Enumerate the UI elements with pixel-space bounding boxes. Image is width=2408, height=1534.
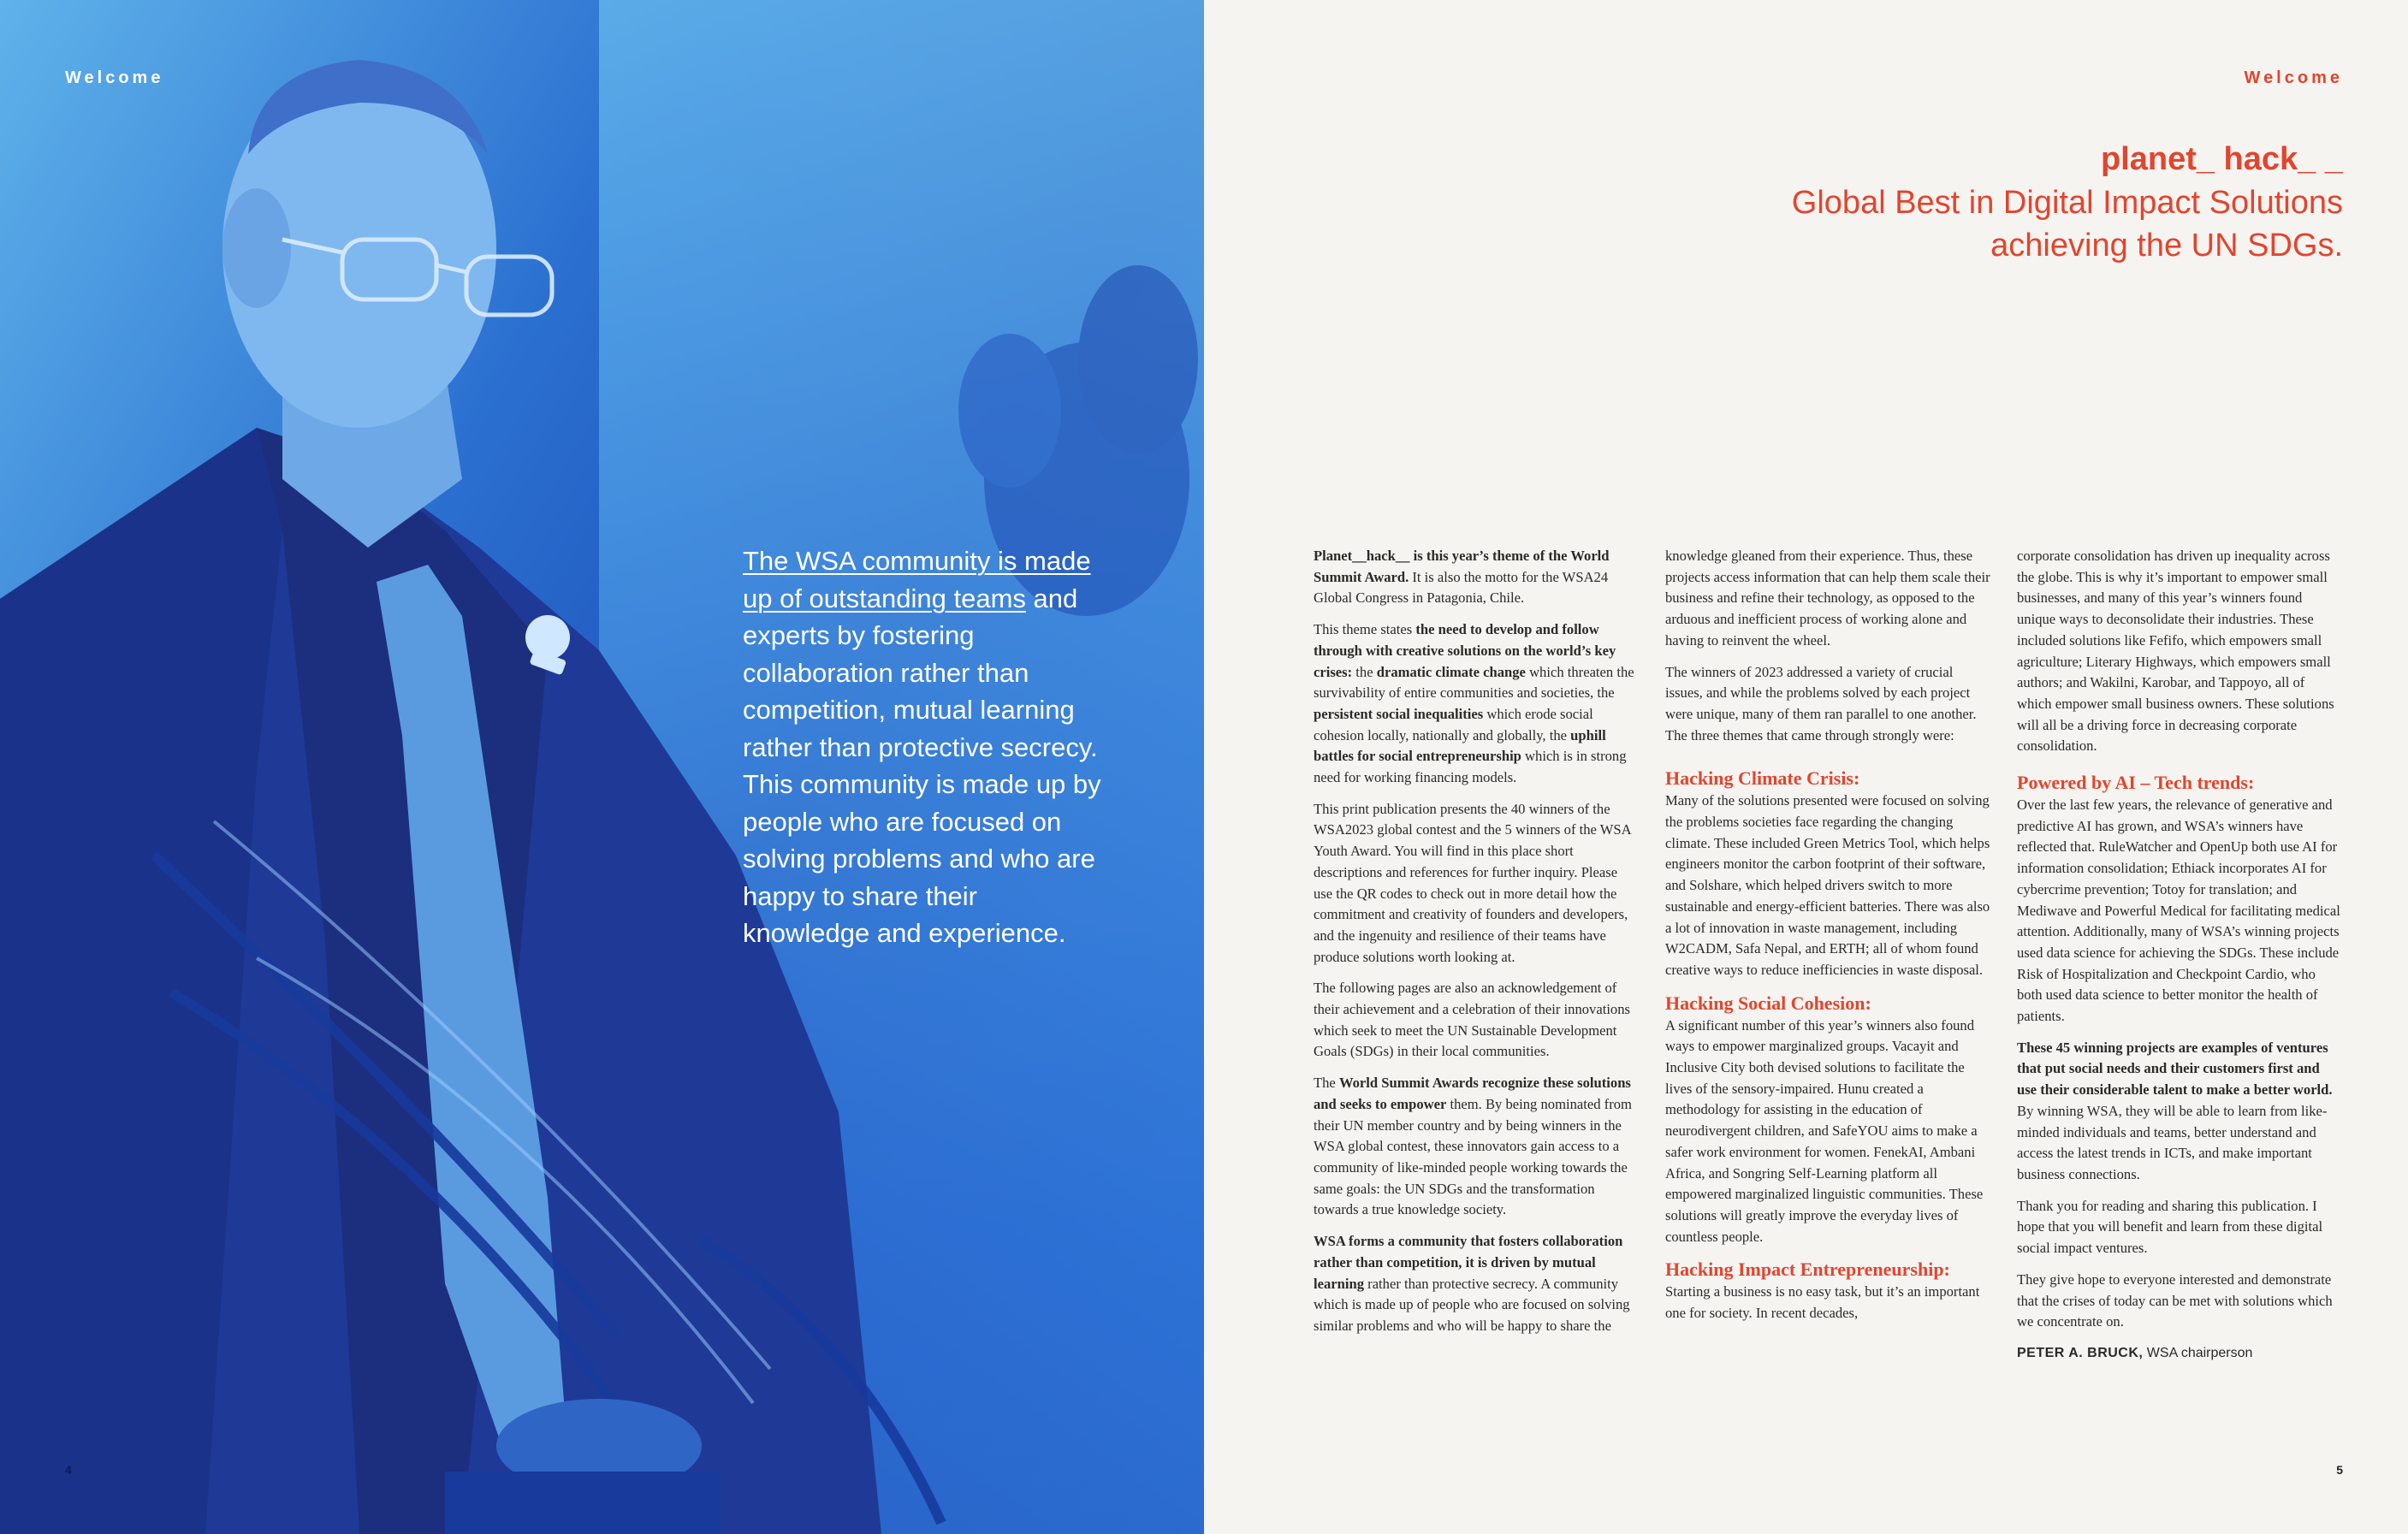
- right-page: [1204, 0, 2408, 1534]
- signature-role: WSA chairperson: [2143, 1345, 2253, 1360]
- paragraph: These 45 winning projects are examples of ventures that put social needs and their customers first and use their considerable talent to make a better world. By winning WSA, they will be able to learn from like-minded individuals and teams, better understand and access the latest trends in ICTs, and make important business connections.: [2017, 1039, 2333, 1182]
- paragraph: This print publication presents the 40 winners of the WSA2023 global contest and the 5 winners of the WSA Youth Award. You will find in this place short descriptions and references for further inquiry. Please use the QR codes to check out in more detail how the commitment and creativity of founders and developers, and the ingenuity and resilience of their teams have produce solutions worth looking at.: [1314, 800, 1631, 965]
- headline: [1792, 137, 2343, 267]
- page-number: 5: [2336, 1463, 2343, 1477]
- paragraph: A significant number of this year’s winners also found ways to empower marginalized groups. Vacayit and Inclusive City both devised solutions to facilitate the lives of the sensory-impaired. Hunu created a methodology for assisting in the education of neurodivergent children, and SafeYOU aims to make a safer work environment for women. FenekAI, Ambani Africa, and Songring Self-Learning platform all empowered marginalized linguistic communities. These solutions will greatly improve the everyday lives of countless people.: [1665, 1016, 1984, 1245]
- paragraph: This theme states the need to develop and follow through with creative solutions on the world’s key crises: the dramatic climate change which threaten the survivability of entire communities and societies, the persistent social inequalities which erode social cohesion locally, nationally and globally, the uphill battles for social entrepreneurship which is in strong need for working financing models.: [1314, 621, 1634, 786]
- paragraph: The following pages are also an acknowledgement of their achievement and a celebration of their innovations which seek to meet the UN Sustainable Development Goals (SDGs) in their local communities.: [1314, 980, 1630, 1060]
- page-number: 4: [65, 1463, 72, 1477]
- subheading-social: Hacking Social Cohesion:: [1665, 992, 1871, 1014]
- paragraph: Many of the solutions presented were focused on solving the problems societies face regarding the changing climate. These included Green Metrics Tool, which helps engineers monitor the carbon footprint of their software, and Solshare, which helped drivers switch to more sustainable and energy-efficient batteries. There was also a lot of innovation in waste management, including W2CADM, Safa Nepal, and ERTH; all of whom found creative ways to reduce inefficiencies in waste disposal.: [1665, 792, 1990, 978]
- text-column-2: [1665, 546, 1990, 1335]
- paragraph: Planet__hack__ is this year’s theme of the World Summit Award. It is also the motto for the WSA24 Global Congress in Patagonia, Chile.: [1314, 548, 1610, 607]
- pull-quote-highlight: The WSA community is made up of outstanding teams: [743, 546, 1091, 613]
- text-column-1: [1314, 546, 1639, 1347]
- paragraph: They give hope to everyone interested and demonstrate that the crises of today can be met with solutions which we concentrate on.: [2017, 1270, 2333, 1330]
- paragraph: Starting a business is no easy task, but it’s an important one for society. In recent decades,: [1665, 1283, 1980, 1322]
- section-label: Welcome: [65, 68, 164, 87]
- paragraph: Over the last few years, the relevance of generative and predictive AI has grown, and WSA’s winners have reflected that. RuleWatcher and OpenUp both use AI for information consolidation; Ethiack incorporates AI for cybercrime prevention; Totoy for translation; and Mediwave and Powerful Medical for facilitating medical attention. Additionally, many of WSA’s winning projects used data science for achieving the SDGs. These include Risk of Hospitalization and Checkpoint Cardio, who both used data science to better monitor the health of patients.: [2017, 797, 2340, 1025]
- paragraph: knowledge gleaned from their experience. Thus, these projects access information that can help them scale their business and refine their technology, as opposed to the arduous and inefficient process of working alone and having to reinvent the wheel.: [1665, 548, 1990, 649]
- text-column-3: [2017, 546, 2342, 1375]
- signature: [2017, 1343, 2342, 1365]
- paragraph: Thank you for reading and sharing this publication. I hope that you will benefit and learn from these digital social impact ventures.: [2017, 1197, 2323, 1257]
- paragraph: The winners of 2023 addressed a variety of crucial issues, and while the problems solved by each project were unique, many of them ran parallel to one another. The three themes that came through strongly were:: [1665, 663, 1977, 743]
- paragraph: WSA forms a community that fosters collaboration rather than competition, it is driven by mutual learning rather than protective secrecy. A community which is made up of people who are focused on solving similar problems and who will be happy to share the: [1314, 1233, 1630, 1334]
- subheading-impact: Hacking Impact Entrepreneurship:: [1665, 1259, 1950, 1281]
- headline-subtitle-line2: achieving the UN SDGs.: [1990, 228, 2343, 264]
- pull-quote: [743, 542, 1111, 952]
- section-label: Welcome: [2244, 68, 2343, 87]
- paragraph: The World Summit Awards recognize these solutions and seeks to empower them. By being nominated from their UN member country and by being winners in the WSA global contest, these innovators gain access to a community of like-minded people working towards the same goals: the UN SDGs and the transformation towards a true knowledge society.: [1314, 1075, 1632, 1218]
- headline-subtitle-line1: Global Best in Digital Impact Solutions: [1791, 185, 2343, 221]
- paragraph: corporate consolidation has driven up inequality across the globe. This is why it’s important to empower small businesses, and many of this year’s winners found unique ways to deconsolidate their industries. These included solutions like Fefifo, which empowers small agriculture; Literary Highways, which empowers small authors; and Wakilni, Karobar, and Tappoyo, all of which empower small business owners. These solutions will all be a driving force in decreasing corporate consolidation.: [2017, 548, 2334, 755]
- subheading-ai: Powered by AI – Tech trends:: [2017, 772, 2255, 794]
- signature-name: PETER A. BRUCK,: [2017, 1345, 2144, 1360]
- subheading-climate: Hacking Climate Crisis:: [1665, 767, 1860, 790]
- pull-quote-text: and experts by fostering collaboration rather than competition, mutual learning rather than protective secrecy. This community is made up by people who are focused on solving problems and who are happy to share their knowledge and experience.: [743, 583, 1101, 948]
- headline-title: planet_ hack_ _: [2100, 141, 2343, 177]
